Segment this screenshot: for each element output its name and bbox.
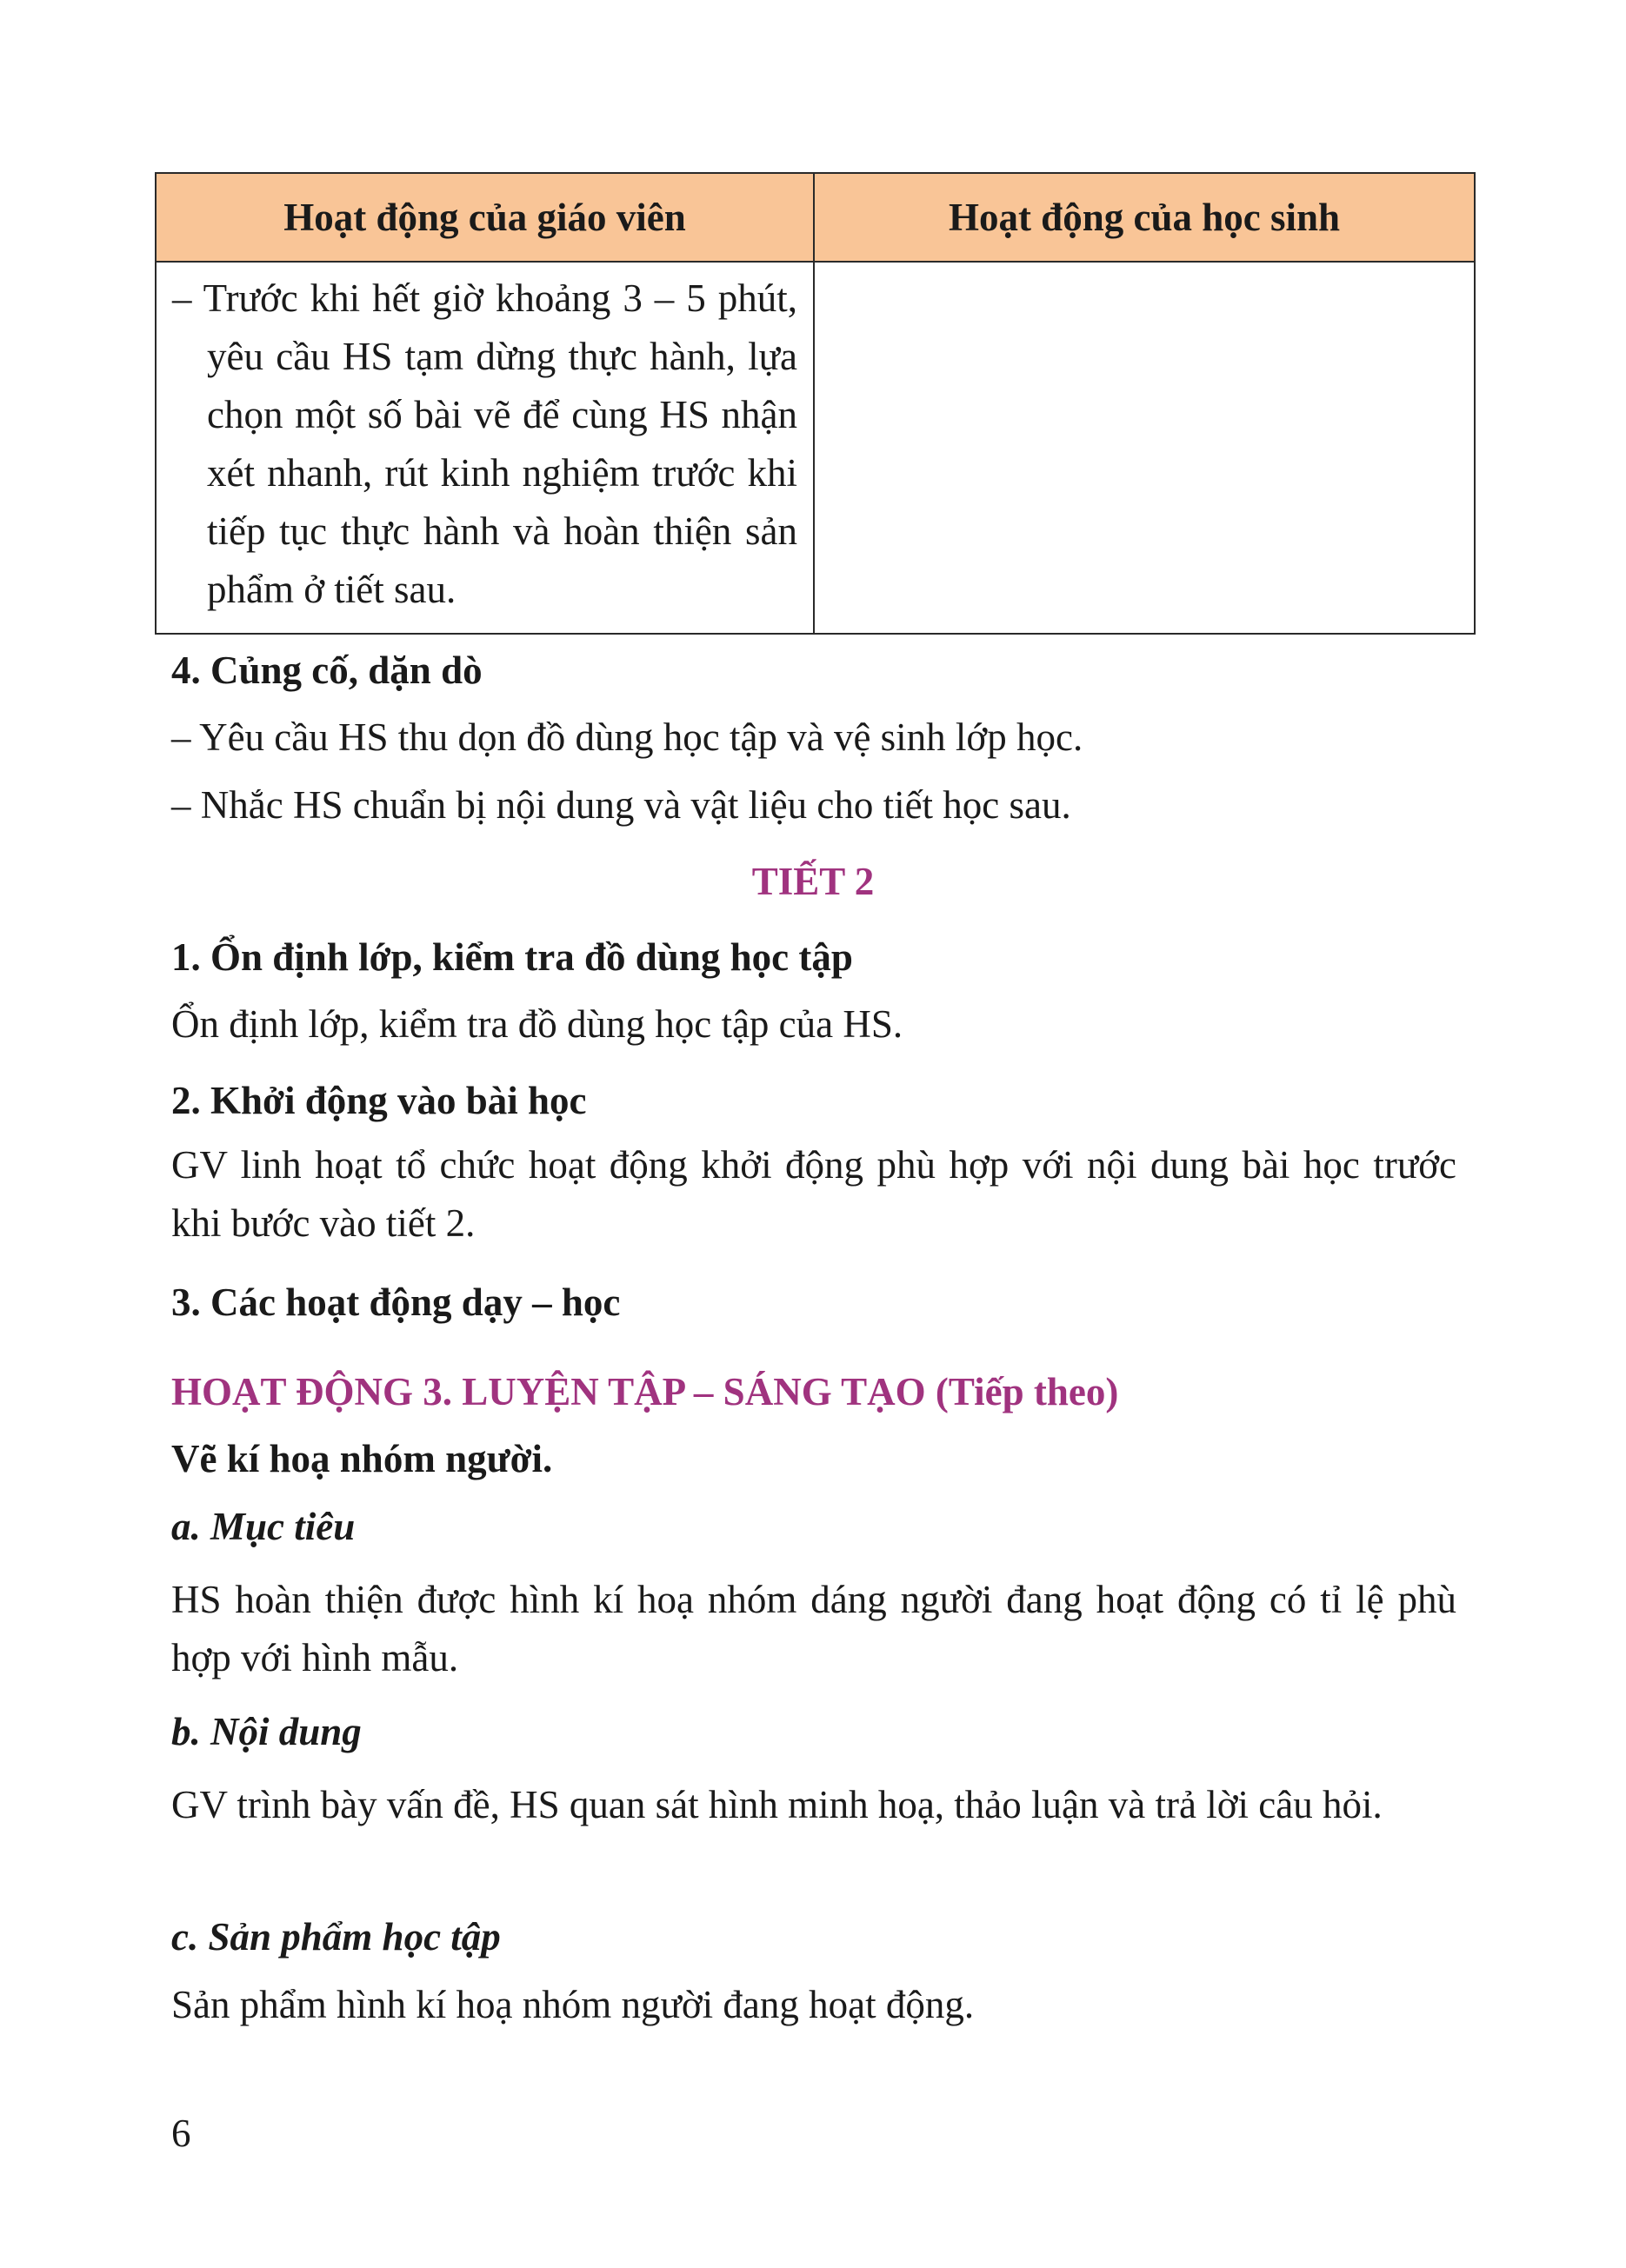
- section-3-heading: 3. Các hoạt động dạy – học: [171, 1280, 621, 1324]
- section-1-text: Ổn định lớp, kiểm tra đồ dùng học tập của HS.: [171, 1002, 903, 1046]
- lesson-title: TIẾT 2: [751, 860, 875, 903]
- content-text: GV trình bày vấn đề, HS quan sát hình minh hoạ, thảo luận và trả lời câu hỏi.: [171, 1783, 1383, 1826]
- objective-heading: a. Mục tiêu: [171, 1505, 356, 1548]
- student-activity-cell: [814, 262, 1475, 634]
- section-2-text: GV linh hoạt tổ chức hoạt động khởi động phù hợp với nội dung bài học trước khi bước vào tiết 2.: [171, 1143, 1456, 1245]
- section-4-item-2: – Nhắc HS chuẩn bị nội dung và vật liệu cho tiết học sau.: [171, 783, 1071, 827]
- product-text: Sản phẩm hình kí hoạ nhóm người đang hoạt động.: [171, 1983, 975, 2026]
- activity-table: [155, 172, 1476, 635]
- objective-text: HS hoàn thiện được hình kí hoạ nhóm dáng người đang hoạt động có tỉ lệ phù hợp với hình mẫu.: [171, 1578, 1456, 1679]
- page-number: 6: [171, 2112, 191, 2155]
- teacher-activity-cell: [156, 262, 814, 634]
- section-2-heading: 2. Khởi động vào bài học: [171, 1079, 587, 1122]
- content-heading: b. Nội dung: [171, 1710, 362, 1753]
- table-header-row: [156, 173, 1475, 262]
- section-4-heading: 4. Củng cố, dặn dò: [171, 648, 483, 692]
- product-heading: c. Sản phẩm học tập: [171, 1915, 501, 1959]
- activity-title: HOẠT ĐỘNG 3. LUYỆN TẬP – SÁNG TẠO (Tiếp theo): [171, 1370, 1119, 1413]
- activity-subtitle: Vẽ kí hoạ nhóm người.: [171, 1437, 553, 1480]
- teacher-activity-text: – Trước khi hết giờ khoảng 3 – 5 phút, yêu cầu HS tạm dừng thực hành, lựa chọn một số bài vẽ để cùng HS nhận xét nhanh, rút kinh nghiệm trước khi tiếp tục thực hành và hoàn thiện sản phẩm ở tiết sau.: [172, 276, 797, 611]
- section-1-heading: 1. Ổn định lớp, kiểm tra đồ dùng học tập: [171, 935, 853, 979]
- section-4-item-1: – Yêu cầu HS thu dọn đồ dùng học tập và vệ sinh lớp học.: [171, 715, 1083, 759]
- header-teacher: Hoạt động của giáo viên: [156, 173, 814, 262]
- header-student: Hoạt động của học sinh: [814, 173, 1475, 262]
- table-row: [156, 262, 1475, 634]
